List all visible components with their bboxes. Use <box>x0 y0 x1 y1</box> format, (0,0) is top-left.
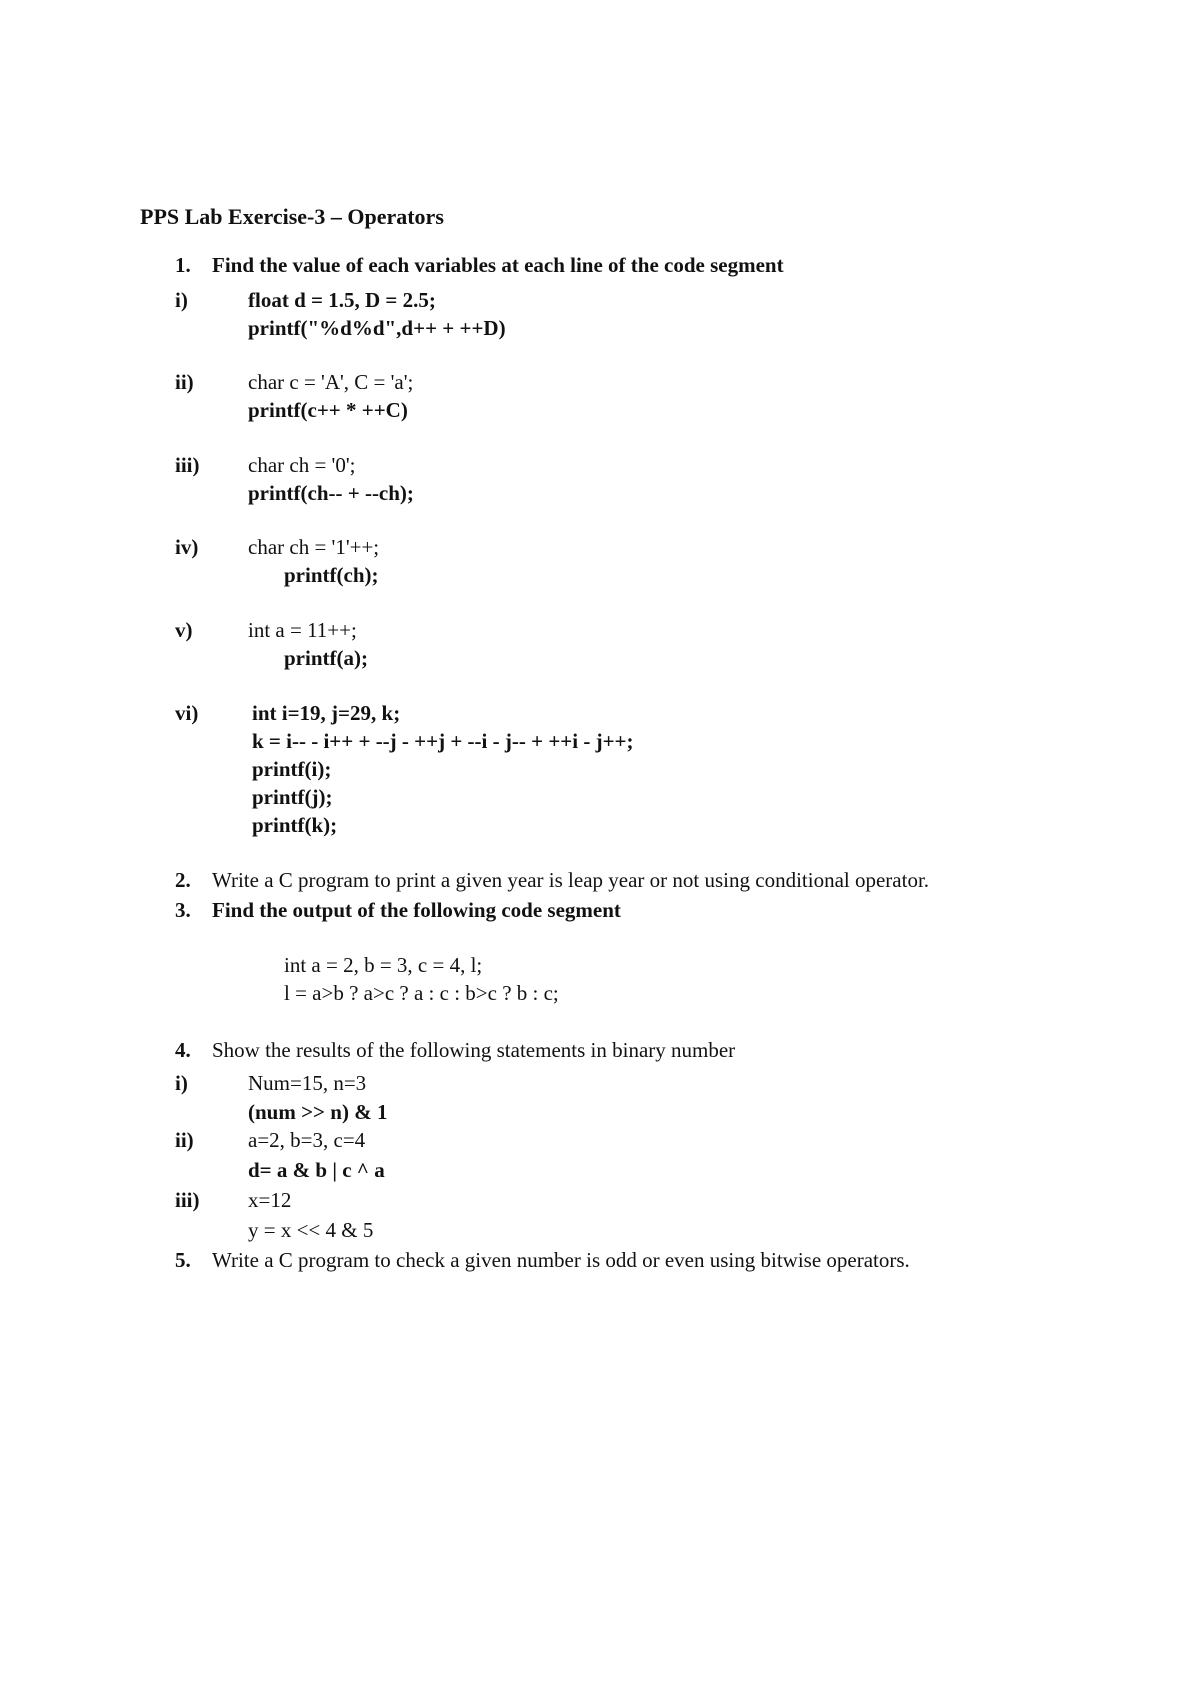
q1-text: Find the value of each variables at each line of the code segment <box>212 253 784 277</box>
page-title: PPS Lab Exercise-3 – Operators <box>140 204 444 229</box>
q4-part1-label: i) <box>175 1071 188 1095</box>
q1-part1-line2: printf("%d%d",d++ + ++D) <box>248 316 506 340</box>
q4-text: Show the results of the following statements in binary number <box>212 1038 736 1062</box>
q1-part6-line5: printf(k); <box>252 813 338 837</box>
q1-part1-label: i) <box>175 288 188 312</box>
q3-code-line1: int a = 2, b = 3, c = 4, l; <box>284 953 483 977</box>
q1-part1-line1: float d = 1.5, D = 2.5; <box>248 288 436 312</box>
q1-number: 1. <box>175 253 191 277</box>
q1-part3-line2: printf(ch-- + --ch); <box>248 481 414 505</box>
q1-part5-label: v) <box>175 618 193 642</box>
q3-number: 3. <box>175 898 191 922</box>
q1-part4-line1: char ch = '1'++; <box>248 535 380 559</box>
q4-part2-label: ii) <box>175 1128 194 1152</box>
q1-part6-line1: int i=19, j=29, k; <box>252 701 401 725</box>
q4-part3-line1: x=12 <box>248 1188 292 1212</box>
q4-part2-line2: d= a & b | c ^ a <box>248 1158 385 1182</box>
q4-part3-label: iii) <box>175 1188 200 1212</box>
q4-part2-line1: a=2, b=3, c=4 <box>248 1128 366 1152</box>
q1-part6-line4: printf(j); <box>252 785 333 809</box>
q5-number: 5. <box>175 1248 191 1272</box>
q4-part3-line2: y = x << 4 & 5 <box>248 1218 374 1242</box>
q4-number: 4. <box>175 1038 191 1062</box>
q1-part5-line2: printf(a); <box>284 646 368 670</box>
q1-part2-line1: char c = 'A', C = 'a'; <box>248 370 414 394</box>
q1-part4-label: iv) <box>175 535 199 559</box>
q1-part6-label: vi) <box>175 701 199 725</box>
q2-text: Write a C program to print a given year is leap year or not using conditional operator. <box>212 868 930 892</box>
q1-part4-line2: printf(ch); <box>284 563 379 587</box>
q1-part2-line2: printf(c++ * ++C) <box>248 398 408 422</box>
q1-part2-label: ii) <box>175 370 194 394</box>
q1-part6-line2: k = i-- - i++ + --j - ++j + --i - j-- + ++i - j++; <box>252 729 634 753</box>
q1-part3-label: iii) <box>175 453 200 477</box>
q1-part3-line1: char ch = '0'; <box>248 453 356 477</box>
q3-code-line2: l = a>b ? a>c ? a : c : b>c ? b : c; <box>284 981 559 1005</box>
q3-text: Find the output of the following code segment <box>212 898 621 922</box>
q4-part1-line1: Num=15, n=3 <box>248 1071 367 1095</box>
q1-part6-line3: printf(i); <box>252 757 332 781</box>
q4-part1-line2: (num >> n) & 1 <box>248 1100 388 1124</box>
q1-part5-line1: int a = 11++; <box>248 618 357 642</box>
q5-text: Write a C program to check a given number is odd or even using bitwise operators. <box>212 1248 910 1272</box>
q2-number: 2. <box>175 868 191 892</box>
